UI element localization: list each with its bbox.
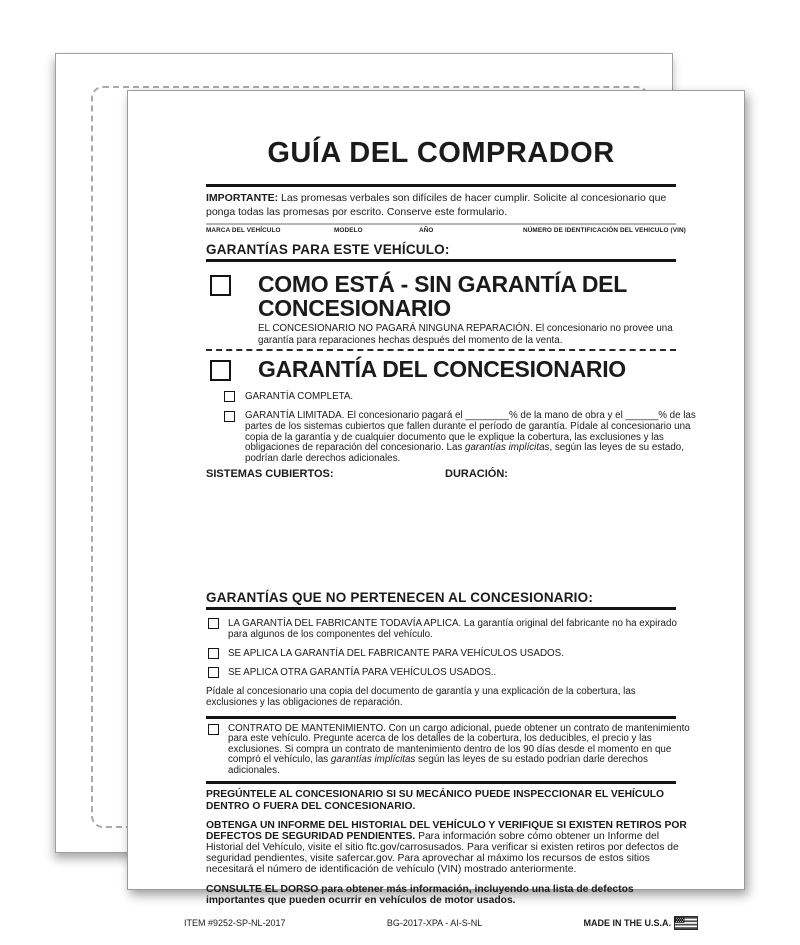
- contract-implied-warranties-italic: garantías implícitas: [330, 754, 416, 766]
- form-footer: [184, 916, 698, 930]
- divider: [206, 184, 676, 187]
- field-label-model: MODELO: [334, 227, 363, 234]
- limited-text-1: GARANTÍA LIMITADA. El concesionario pagará el: [245, 410, 466, 421]
- history-text: Para información sobre cómo obtener un Informe del Historial del Vehículo, visite el sitio ftc.gov/carrosusados. Para verificar si existen retiros por defectos de seguridad pendientes, visite safercar.gov. Para aprovechar al máximo los recursos de estos sitios necesitará el número de identificación de vehículo (VIN) mostrado anteriormente.: [206, 831, 679, 876]
- dashed-divider: [206, 349, 676, 351]
- inspection-note: PREGÚNTELE AL CONCESIONARIO SI SU MECÁNICO PUEDE INSPECCIONAR EL VEHÍCULO DENTRO O FUERA DEL CONCESIONARIO.: [206, 789, 665, 812]
- limited-text-2: % de la mano de obra y el: [508, 410, 626, 421]
- manufacturer-warranty-checkbox[interactable]: [208, 618, 219, 629]
- divider: [206, 607, 676, 610]
- dealer-warranty-heading: GARANTÍA DEL CONCESIONARIO: [258, 356, 626, 382]
- systems-write-in-area[interactable]: [206, 481, 698, 586]
- see-back-note: CONSULTE EL DORSO para obtener más información, incluyendo una lista de defectos importantes que pueden ocurrir en vehículos de motor usados.: [206, 884, 634, 907]
- limited-warranty-text: [245, 411, 698, 465]
- field-label-vin: NÚMERO DE IDENTIFICACIÓN DEL VEHICULO (VIN): [523, 227, 686, 234]
- contract-text-2: según las leyes de su estado podrían darle derechos adicionales.: [228, 754, 648, 776]
- implied-warranties-italic: garantías implícitas: [465, 442, 550, 454]
- field-label-year: AÑO: [419, 227, 434, 234]
- other-used-warranty-text: SE APLICA OTRA GARANTÍA PARA VEHÍCULOS USADOS..: [228, 666, 497, 678]
- dealer-warranty-option: [206, 357, 698, 381]
- limited-text-3: % de las partes de los sistemas cubiertos que fallen durante el período de garantía. Pídale al concesionario una copia de la garantía y de cualquier documento que le explique la cobertura, las exclusiones y las obligaciones de reparación del concesionario. Las: [245, 410, 696, 454]
- full-warranty-item: [206, 391, 698, 402]
- history-bold-lead: OBTENGA UN INFORME DEL HISTORIAL DEL VEHÍCULO Y VERIFIQUE SI EXISTEN RETIROS POR DEFECTOS DE SEGURIDAD PENDIENTES.: [206, 820, 687, 843]
- contract-text-1: CONTRATO DE MANTENIMIENTO. Con un cargo adicional, puede obtener un contrato de mantenimiento para este vehículo. Pregunte acerca de los detalles de la cobertura, los deducibles, el precio y las exclusiones. Si compra un contrato de mantenimiento dentro de los 90 días desde el momento en que compró el vehículo, las: [228, 722, 690, 766]
- service-contract-text: [228, 724, 698, 777]
- as-is-option: [206, 272, 698, 320]
- form-content: [184, 91, 698, 930]
- important-notice: [206, 191, 698, 219]
- manufacturer-used-warranty-checkbox[interactable]: [208, 648, 219, 659]
- divider: [206, 716, 676, 719]
- service-contract-item: [206, 724, 698, 777]
- divider: [206, 259, 676, 262]
- full-warranty-label: GARANTÍA COMPLETA.: [245, 391, 354, 402]
- as-is-checkbox[interactable]: [210, 275, 231, 296]
- parts-percent-blank[interactable]: ______: [625, 410, 659, 421]
- other-used-warranty-checkbox[interactable]: [208, 667, 219, 678]
- duration-label: DURACIÓN:: [445, 467, 508, 480]
- other-used-warranty-item: [206, 667, 698, 678]
- form-code: BG-2017-XPA - AI-S-NL: [386, 918, 483, 929]
- vehicle-fields-row: [206, 227, 698, 238]
- ask-dealer-note: Pídale al concesionario una copia del documento de garantía y una explicación de la cobertura, las exclusiones y las obligaciones de reparación.: [206, 685, 636, 709]
- vehicle-fields-line: [206, 223, 676, 225]
- as-is-description: EL CONCESIONARIO NO PAGARÁ NINGUNA REPARACIÓN. El concesionario no provee una garantía para reparaciones hechas después del momento de la venta.: [258, 323, 673, 346]
- limited-text-4: , según las leyes de su estado, podrían darle derechos adicionales.: [245, 442, 684, 465]
- buyers-guide-form: [127, 90, 745, 929]
- systems-covered-label: SISTEMAS CUBIERTOS:: [206, 467, 334, 480]
- systems-duration-row: [206, 468, 698, 481]
- form-title: GUÍA DEL COMPRADOR: [267, 137, 615, 169]
- field-label-make: MARCA DEL VEHÍCULO: [206, 227, 281, 234]
- divider: [206, 781, 676, 784]
- limited-warranty-checkbox[interactable]: [224, 411, 235, 422]
- made-in-label: MADE IN THE U.S.A.: [583, 918, 671, 929]
- limited-warranty-item: [206, 411, 698, 465]
- important-label: IMPORTANTE:: [206, 192, 279, 204]
- dealer-warranty-checkbox[interactable]: [210, 360, 231, 381]
- section-title-warranties: GARANTÍAS PARA ESTE VEHÍCULO:: [206, 242, 450, 257]
- full-warranty-checkbox[interactable]: [224, 391, 235, 402]
- service-contract-checkbox[interactable]: [208, 724, 219, 735]
- manufacturer-warranty-text: LA GARANTÍA DEL FABRICANTE TODAVÍA APLICA. La garantía original del fabricante no ha expirado para algunos de los componentes del vehículo.: [228, 617, 677, 640]
- manufacturer-warranty-item: [206, 618, 698, 640]
- manufacturer-used-warranty-text: SE APLICA LA GARANTÍA DEL FABRICANTE PARA VEHÍCULOS USADOS.: [228, 647, 564, 659]
- us-flag-icon: [674, 916, 698, 930]
- vehicle-history-note: [206, 820, 698, 875]
- labor-percent-blank[interactable]: ________: [465, 410, 509, 421]
- section-title-non-dealer: GARANTÍAS QUE NO PERTENECEN AL CONCESIONARIO:: [206, 589, 594, 605]
- item-number: ITEM #9252-SP-NL-2017: [184, 918, 286, 929]
- as-is-heading: COMO ESTÁ - SIN GARANTÍA DEL CONCESIONARIO: [258, 271, 627, 321]
- manufacturer-used-warranty-item: [206, 648, 698, 659]
- important-text: Las promesas verbales son difíciles de hacer cumplir. Solicite al concesionario que ponga todas las promesas por escrito. Conserve este formulario.: [206, 192, 667, 218]
- made-in-usa: [583, 916, 698, 930]
